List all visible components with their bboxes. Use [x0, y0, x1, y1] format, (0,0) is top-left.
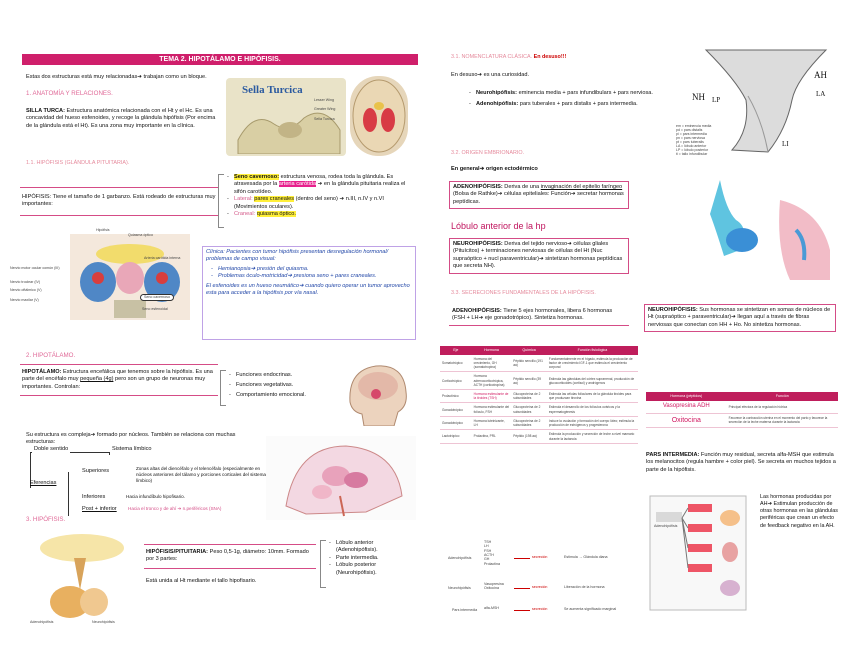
table-cell: Glucoproteína de 2 subunidades — [511, 403, 547, 416]
flow-hormone: Oxitocina — [484, 586, 499, 591]
hipotalamo-text: Estructura encefálica que tenemos sobre la hipófisis. Es una parte del encéfalo muy — [22, 369, 213, 383]
lobulo-anterior: Lóbulo anterior de la hp — [451, 221, 546, 231]
label-diagram-adeno: Adenohipófisis — [654, 524, 678, 528]
neuro-secreciones-text: Sus hormonas se sintetizan en somas de núcleos de Ht (supraóptico + paraventricular)➔ llegan aquí a través de fibras nerviosas que conectan con HH + Ho. No sintetiza hormonas. — [648, 307, 831, 328]
table-cell: Corticotrópico — [440, 372, 472, 390]
adeno-hormones-table — [440, 346, 638, 444]
legend-item: ti = tallo infundibular — [676, 152, 708, 157]
label-hipofisis: Hipófisis — [96, 228, 110, 232]
tallo-text: Está unida al Ht mediante el tallo hipofisario. — [146, 578, 257, 584]
label-quiasma: Quiasma óptico — [128, 233, 153, 237]
seno-label: Seno cavernoso: — [234, 174, 280, 180]
sistema-limbico-label: Sistema límbico — [112, 446, 152, 452]
pars-intermedia-text — [646, 452, 836, 474]
flow-target: Liberación de la hormona — [564, 585, 605, 589]
flow-secrecion: secreción — [532, 555, 548, 559]
neuro-secreciones-label: NEUROHIPÓFISIS: — [648, 307, 698, 313]
section-heading-hipofisis-11: 1.1. HIPÓFISIS (GLÁNDULA PITUITARIA). — [26, 160, 130, 166]
lateral-text: (dentro del seno) ➔ n.III, n.IV y n.VI (Movimientos oculares). — [234, 196, 384, 210]
table-cell: Favorece la contracción uterina en el momento del parto y favorece la secreción de la leche materna durante la lactancia — [727, 413, 838, 427]
post-inferior-text: Hacia el tronco y de ahí ➔ n.periféricos (SNA) — [128, 506, 222, 511]
legend-item: LA = lóbulo anterior — [676, 144, 707, 149]
pituitaria-box — [144, 544, 316, 569]
pars-intermedia-label: PARS INTERMEDIA: — [646, 452, 700, 458]
list-item: - Funciones vegetativas. — [228, 380, 348, 390]
hypophysis-figure — [30, 530, 132, 634]
pituitary-illustration — [30, 530, 132, 634]
flow-hormone: ACTH — [484, 552, 494, 557]
section-heading-origen: 3.2. ORIGEN EMBRIONARIO. — [451, 150, 525, 156]
label-la: LA — [816, 90, 826, 98]
intro-text: Estas dos estructuras está muy relacionadas➔ trabajan como un bloque. — [26, 74, 207, 80]
clinica-intro: Clínica: Pacientes con tumor hipófisis presentan desregulación hormonal/ problemas de campo visual: — [206, 249, 389, 263]
superiores-label: Superiores — [82, 468, 110, 474]
skull-illustration — [350, 76, 408, 156]
section-heading-nomenclatura — [451, 54, 566, 61]
seno-tail: ➔ en la glándula pituitaria realiza el sifón carotídeo. — [234, 181, 406, 195]
pituitaria-text: Peso 0,5-1g, diámetro: 10mm. Formado por 3 partes: — [146, 549, 309, 563]
flow-hormone: GH — [484, 557, 490, 562]
hipotalamo-connections-tree — [26, 446, 276, 520]
pituitaria-label: HIPÓFISIS/PITUITARIA: — [146, 549, 209, 555]
hipofisis-size-box: HIPÓFISIS: Tiene el tamaño de 1 garbanzo. Está rodeado de estructuras muy importantes: — [20, 187, 218, 216]
table-cell: Hormona estimulante del folículo, FSH — [472, 403, 512, 416]
table-row — [440, 416, 638, 429]
legend-item: pi = pars intermedia — [676, 132, 707, 137]
hypothalamus-nuclei-figure — [266, 436, 416, 520]
section-heading-hipotalamo: 2. HIPOTÁLAMO. — [26, 352, 76, 359]
table-cell: Hormona del crecimiento, GH (somatotropina) — [472, 355, 512, 372]
label-nervio-iv: Nervio troclear (IV) — [10, 280, 41, 284]
label-lp: LP — [712, 96, 721, 104]
label-seno-esfenoidal: Seno esfenoidal — [142, 307, 168, 311]
flow-target: Estimula → Glándula diana — [564, 555, 608, 559]
flow-neuro-hormones — [484, 582, 504, 591]
list-item — [226, 196, 416, 211]
page-title: TEMA 2. HIPOTÁLAMO E HIPÓFISIS. — [22, 54, 418, 65]
table-row — [646, 413, 838, 427]
eferencias-label: Eferencias — [30, 480, 57, 486]
pars-intermedia-body: Función muy residual, secreta alfa-MSH que estimula los melanocitos (regula hambre + color piel). Se secreta en muchos tejidos a parte de la hipófisis. — [646, 452, 836, 473]
secretion-flow-diagram — [448, 534, 636, 624]
table-row — [440, 403, 638, 416]
skull-labels — [314, 98, 354, 122]
arteria-highlight: arteria carótida — [278, 181, 317, 188]
nomenclatura-list — [468, 90, 668, 109]
list-item: - Comportamiento emocional. — [228, 390, 348, 400]
legend-item: pt = pars tuberalis — [676, 140, 704, 145]
sella-turcica-fig-title: Sella Turcica — [242, 84, 303, 96]
flow-secrecion: secreción — [532, 607, 548, 611]
neuro-origen-label: NEUROHIPÓFISIS: — [453, 241, 503, 247]
list-item — [468, 101, 668, 108]
adeno-secreciones-label: ADENOHIPÓFISIS: — [452, 308, 502, 314]
post-inferior-label: Post + inferior — [82, 506, 117, 512]
table-row — [440, 390, 638, 403]
flow-secrecion: secreción — [532, 585, 548, 589]
nuclei-illustration — [266, 436, 416, 520]
tree-line — [68, 472, 69, 516]
silla-turca-text — [26, 108, 222, 130]
label-greater-wing: Greater Wing — [314, 106, 336, 111]
list-item — [226, 174, 416, 196]
table-cell: Péptido (198 aa) — [511, 430, 547, 443]
hipotalamo-box — [20, 364, 218, 396]
craneal-label: Craneal: — [234, 210, 256, 217]
table-cell: Péptido sencillo (39 aa) — [511, 372, 547, 390]
list-item — [468, 90, 668, 97]
section-heading-hipofisis-3: 3. HIPÓFISIS. — [26, 516, 66, 523]
flow-arrow — [514, 610, 530, 611]
table-cell: Induce la ovulación y formación del cuerpo lúteo; estimula la producción de estrógenos y progesterona — [547, 416, 638, 429]
label-nervio-v1: Nervio oftálmico (V) — [10, 288, 42, 292]
adeno-origen-text: Deriva de una — [504, 184, 540, 190]
label-neurohipofisis: Neurohipófisis — [92, 620, 115, 624]
table-cell: Prolactínico — [440, 390, 472, 403]
table-cell: Prolactina, PRL — [472, 430, 512, 443]
skull-base-figure — [350, 76, 408, 156]
origen-general: En general➔ origen ectodérmico — [451, 166, 538, 172]
table-header: Hormona — [472, 346, 512, 355]
adeno-label: Adenohipófisis: — [476, 101, 519, 108]
embryo-illustration — [680, 170, 840, 280]
neuro-label: Neurohipófisis: — [476, 90, 518, 96]
flow-arrow — [514, 588, 530, 589]
hipotalamo-text2: pero son un grupo de neuronas muy importantes. Controlan: — [22, 376, 206, 390]
cavernous-sinus-illustration — [70, 234, 190, 320]
doble-sentido-label: Doble sentido — [34, 446, 69, 452]
flow-adenohipofisis: Adenohipófisis — [448, 556, 472, 560]
table-cell: Gonadotrópico — [440, 416, 472, 429]
hypophysis-anatomy-figure — [10, 228, 200, 324]
hipofisis-relations-list — [226, 174, 416, 218]
superiores-text: Zonas altas del diencéfalo y el telencéfalo (especialmente en núcleos anteriores del tálamo y porciones corticales del sistema límbico) — [136, 466, 266, 484]
legend-item: em = eminencia media — [676, 124, 712, 128]
section-heading-secreciones: 3.3. SECRECIONES FUNDAMENTALES DE LA HIPÓFISIS. — [451, 290, 596, 296]
hipofisis-parts-list — [328, 540, 408, 577]
adeno-origen-box — [449, 181, 629, 209]
hipotalamo-size: pequeña (4g) — [80, 376, 114, 383]
table-cell: Somatotrópico — [440, 355, 472, 372]
clinica-item: - Hemianopsia➔ presión del quiasma. — [210, 266, 412, 273]
en-desuso-tag: En desuso!!! — [533, 54, 567, 60]
section-heading-anatomia: 1. ANATOMÍA Y RELACIONES. — [26, 90, 113, 97]
table-cell: Estimula las células foliculares de la glándula tiroides para que produzcan tiroxina — [547, 390, 638, 403]
hormone-axes-diagram — [640, 488, 752, 616]
brain-head-figure — [342, 362, 412, 426]
label-seno-cavernoso: Seno cavernoso — [140, 294, 174, 301]
label-lesser-wing: Lesser Wing — [314, 98, 334, 102]
list-item: - Lóbulo anterior (Adenohipófisis). — [328, 540, 408, 555]
table-row — [440, 372, 638, 390]
ah-feedback-text: Las hormonas producidas por AH➔ Estimulan producción de otras hormonas en las glándulas periféricas que crean un efecto de feedback negativo en la AH. — [760, 494, 838, 529]
silla-turca-body: Estructura anatómica relacionada con el Ht y el Hc. Es una concavidad del hueso esfenoides, y recoge la glándula hipófisis (Por encima de la glándula está el Ht). Es una zona muy importante en la clínica. — [26, 108, 216, 129]
table-cell: Hormona estimulante de la tiroides (TSH) — [472, 390, 512, 403]
table-cell: Lactotrópico — [440, 430, 472, 443]
table-row — [646, 401, 838, 413]
list-item: - Lóbulo posterior (Neurohipófisis). — [328, 562, 408, 577]
bracket — [218, 174, 224, 228]
adeno-origen-text2: (Bolsa de Rathke)➔ células epiteliales: Función➔ secretar hormonas peptídicas. — [453, 191, 624, 205]
label-li: LI — [782, 140, 789, 148]
flow-target: Se aumenta significado marginal — [564, 607, 617, 611]
quiasma-highlight: quiasma óptico. — [256, 210, 296, 217]
adeno-origen-u: invaginación del epitelio faríngeo — [540, 184, 623, 190]
legend-item: pd = pars distalis — [676, 128, 703, 133]
table-header: Hormona (péptidos) — [646, 392, 727, 401]
flow-pars-intermedia: Pars intermedia — [452, 608, 478, 612]
neuro-secreciones-box — [644, 304, 836, 332]
legend-item: LP = lóbulo posterior — [676, 148, 709, 153]
adeno-origen-label: ADENOHIPÓFISIS: — [453, 184, 503, 190]
clinica-box — [202, 246, 416, 340]
table-cell: Péptido sencillo (191 aa) — [511, 355, 547, 372]
table-cell: Principal efectora de la regulación hídrica — [727, 401, 838, 413]
hipotalamo-label: HIPOTÁLAMO: — [22, 369, 62, 375]
lateral-label: Lateral: — [234, 196, 253, 203]
flow-hormones-list — [484, 540, 500, 566]
nomenclatura-title: 3.1. NOMENCLATURA CLÁSICA. — [451, 54, 533, 60]
flow-msh: alfa-MSH — [484, 606, 499, 610]
bracket — [320, 540, 326, 588]
table-cell: Glucoproteína de 2 subunidades — [511, 390, 547, 403]
head-illustration — [342, 362, 412, 426]
flow-hormone: Vasopresina — [484, 582, 504, 586]
table-cell: Glucoproteína de 2 subunidades — [511, 416, 547, 429]
table-cell: Vasopresina ADH — [646, 401, 727, 413]
flow-hormone: LH — [484, 544, 489, 549]
nomenclatura-intro: En desuso➔ es una curiosidad. — [451, 72, 530, 78]
table-cell: Hormona luteinizante, LH — [472, 416, 512, 429]
axes-illustration — [640, 488, 752, 616]
table-cell: Gonadotrópico — [440, 403, 472, 416]
table-row — [440, 355, 638, 372]
table-header: Función — [727, 392, 838, 401]
label-sella-turcica: Sella Turcica — [314, 117, 335, 122]
flow-hormone: Prolactina — [484, 561, 500, 566]
adeno-secreciones-text: Tiene 5 ejes hormonales, libera 6 hormonas (FSH + LH➔ eje gonadotrópico). Sintetiza hormonas. — [452, 308, 613, 322]
table-header: Eje — [440, 346, 472, 355]
label-nh: NH — [692, 92, 705, 102]
neuro-origen-text: Deriva del tejido nervioso➔ células gliales (Pituícitos) + terminaciones nerviosas de células del Ht (Nuc supraóptico + nucl paraventricular)➔ sintetizan hormonas peptídicas que secreta NH). — [453, 241, 623, 270]
table-cell: Estimula la producción y secreción de leche a nivel mamario durante la lactancia — [547, 430, 638, 443]
clinica-item: - Problemas óculo-motricidad➔ presiona seno + pares craneales. — [210, 273, 412, 280]
flow-neurohipofisis: Neurohipófisis — [448, 586, 471, 590]
pares-highlight: pares craneales — [254, 196, 295, 203]
label-ah: AH — [814, 70, 827, 80]
flow-arrow — [514, 558, 530, 559]
table-header: Química — [511, 346, 547, 355]
seno-text: estructura venosa, rodea toda la glándula. Es atravesada por la — [234, 174, 394, 188]
label-nervio-v2: Nervio maxilar (V) — [10, 298, 39, 302]
inferiores-label: Inferiores — [82, 494, 106, 500]
table-cell: Fundamentalmente en el hígado, estimula la producción de factor de crecimiento IGF-1 que estimula el crecimiento corporal — [547, 355, 638, 372]
hipotalamo-functions-list — [228, 370, 348, 400]
table-cell: Estimula las glándulas del córtex suprarrenal, producción de glucocorticoides (cortisol) y andrógenos — [547, 372, 638, 390]
table-cell: Hormona adrenocorticotrópica, ACTH (corticotropina) — [472, 372, 512, 390]
label-adenohipofisis: Adenohipófisis — [30, 620, 54, 624]
inferiores-text: Hacia infundíbulo hipofisario. — [126, 494, 185, 499]
flow-hormone: FSH — [484, 548, 492, 553]
legend-item: pn = pars nerviosa — [676, 136, 705, 141]
clinica-tail: El esfenoides es un hueso neumático➔ cuando quiero operar un tumor aprovecho esta para acceder a la hipófisis por vía nasal. — [206, 282, 410, 296]
list-item — [226, 211, 416, 218]
estructura-text: Su estructura es compleja➔ formado por núcleos. También se relaciona con muchas estructuras: — [26, 432, 236, 446]
list-item: - Parte intermedia. — [328, 555, 408, 562]
flow-hormone: TSH — [484, 540, 492, 544]
neuro-text: eminencia media + pars infundibulars + pars nerviosa. — [518, 90, 653, 96]
label-nervio-iii: Nervio motor ocular común (III) — [10, 266, 60, 270]
adeno-secreciones-box — [449, 306, 629, 326]
table-header: Función fisiológica — [547, 346, 638, 355]
silla-turca-label: SILLA TURCA: — [26, 108, 65, 114]
table-cell: Oxitocina — [646, 413, 727, 427]
embryo-origin-figure — [680, 170, 840, 280]
neuro-hormones-table — [646, 392, 838, 428]
adeno-text: pars tuberales + pars distalis + pars intermedia. — [519, 101, 638, 108]
pituitary-legend — [676, 124, 756, 156]
label-carotida: Arteria carótida interna — [144, 256, 181, 260]
neuro-origen-box — [449, 238, 629, 274]
list-item: - Funciones endocrinas. — [228, 370, 348, 380]
bracket — [220, 370, 226, 406]
table-cell: Estimula el desarrollo de los folículos ováricos y la espermatogénesis — [547, 403, 638, 416]
table-row — [440, 430, 638, 443]
